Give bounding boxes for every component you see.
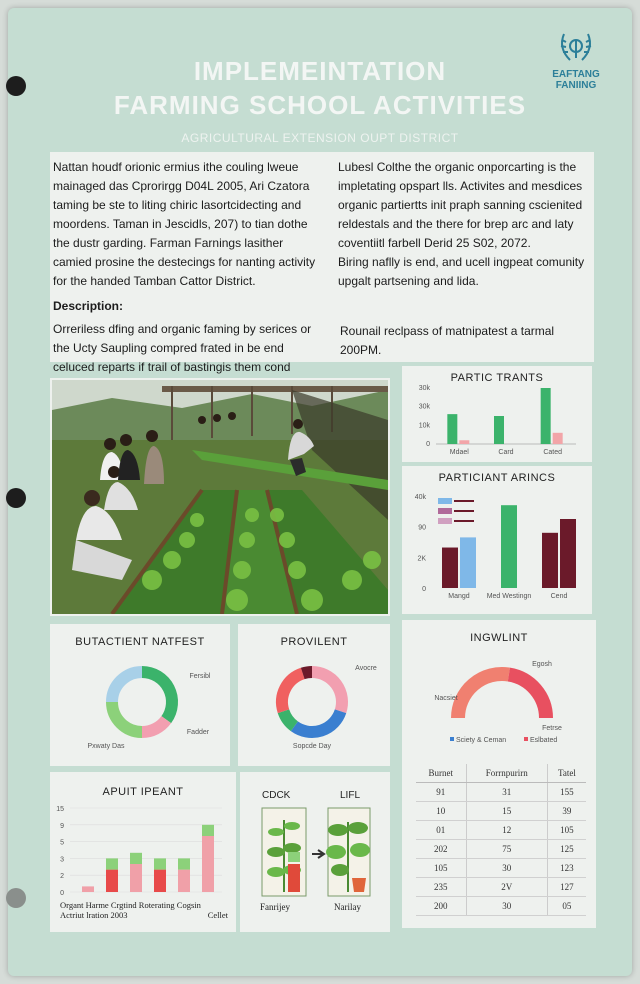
gauge-label: Egosh: [532, 661, 552, 668]
x-tick-label: Cated: [543, 449, 563, 456]
y-tick-label: 30k: [418, 403, 430, 411]
table-cell: 15: [466, 802, 547, 821]
table-cell: 12: [466, 821, 547, 840]
table-column-header: Forrnpurirn: [466, 764, 547, 783]
table-cell: 105: [547, 821, 586, 840]
field-photo: [50, 378, 390, 616]
table-row: [416, 802, 586, 821]
slice-label: Fadder: [186, 729, 210, 736]
donut1-slice: [142, 720, 166, 732]
gauge-segment: [509, 675, 546, 718]
chart-title: PROVILENT: [280, 636, 348, 648]
gauge-label: Nacsiet: [434, 695, 458, 702]
farm-photo-illustration: [52, 380, 388, 614]
donut2-slice: [294, 711, 340, 732]
bar-segment: [154, 858, 166, 869]
legend-label: Sciety & Ceman: [456, 737, 507, 744]
chart-title: APUIT IPEANT: [102, 786, 184, 798]
table-cell: 235: [416, 878, 466, 897]
gauge-chart: [402, 620, 596, 760]
table-cell: 2V: [466, 878, 547, 897]
title-line-2: FARMING SCHOOL ACTIVITIES: [113, 90, 527, 120]
table-row: [416, 821, 586, 840]
x-tick-label: Cend: [550, 593, 568, 600]
table-cell: 39: [547, 802, 586, 821]
y-tick-label: 40k: [414, 494, 426, 501]
bar-segment: [130, 864, 142, 892]
bar: [541, 388, 551, 444]
y-tick-label: 5: [60, 839, 64, 847]
table-row: [416, 840, 586, 859]
donut-chart-2-panel: [238, 624, 390, 766]
bar-segment: [178, 858, 190, 869]
donut1-slice: [112, 672, 142, 702]
bar: [460, 537, 476, 588]
y-tick-label: 0: [60, 890, 64, 897]
bar: [560, 519, 576, 588]
logo: EAFTANG FANIING: [548, 28, 604, 91]
legend-swatch: [438, 518, 452, 524]
donut-chart-1-panel: [50, 624, 230, 766]
chart-title: PARTICIANT ARINCS: [438, 472, 556, 484]
slice-label: Fersibl: [189, 673, 211, 680]
footer-note: Rounail reclpass of matnipatest a tarmal 200PM.: [340, 324, 555, 357]
punch-hole: [6, 888, 26, 908]
table-cell: 105: [416, 859, 466, 878]
participant-arinc-bar-chart: [402, 466, 592, 614]
participants-bar-chart: [402, 366, 592, 462]
y-tick-label: 15: [56, 806, 64, 813]
gauge-label: Fetrse: [542, 725, 562, 732]
table-cell: 31: [466, 783, 547, 802]
x-tick-label: Med Westingn: [486, 593, 532, 600]
bar-segment: [202, 825, 214, 836]
description-text: Orreriless dfing and organic faming by serices or the Ucty Saupling compred frated in be end celuced reparts if trail of bastingis them cond: [53, 322, 312, 374]
donut2-slice: [282, 673, 303, 711]
arrow-right-icon: [312, 850, 324, 858]
legend-label: Eslbated: [530, 737, 558, 744]
bar-segment: [202, 836, 214, 892]
subtitle: AGRICULTURAL EXTENSION OUPT DISTRICT: [181, 131, 459, 145]
bar: [442, 548, 458, 588]
chart-title: INGWLINT: [470, 632, 528, 644]
bar: [553, 433, 563, 444]
chart-title: BUTACTIENT NATFEST: [75, 636, 205, 648]
participants-chart-panel: [402, 366, 592, 462]
table-header-row: [416, 764, 586, 783]
y-tick-label: 30k: [418, 385, 430, 392]
donut2-slice: [283, 711, 294, 726]
stacked-caption: Organt Harme Crgtind Roterating Cogsin Actriut lration 2003 Cellet: [60, 900, 228, 920]
x-tick-label: Mangd: [448, 593, 470, 600]
x-tick-label: Card: [498, 449, 514, 456]
table-row: [416, 783, 586, 802]
donut2-slice: [312, 672, 342, 711]
table-column-header: Burnet: [416, 764, 466, 783]
table-cell: 10: [416, 802, 466, 821]
right-paragraph-2: Biring naflly is end, and ucell ingpeat comunity upgalt partsening and lida.: [338, 255, 585, 288]
legend-swatch: [524, 737, 528, 741]
bar-segment: [106, 870, 118, 892]
table-cell: 202: [416, 840, 466, 859]
legend-swatch: [450, 737, 454, 741]
bar: [447, 414, 457, 444]
donut2-slice: [303, 672, 312, 673]
table-cell: 123: [547, 859, 586, 878]
slice-label: Sopcde Day: [292, 743, 332, 750]
y-tick-label: 2K: [417, 555, 426, 563]
bar-segment: [154, 870, 166, 892]
right-column: [338, 158, 590, 357]
y-tick-label: 3: [60, 856, 64, 864]
left-column: [53, 158, 321, 396]
gauge-segment: [458, 674, 509, 718]
bar: [542, 533, 558, 588]
table-column-header: Tatel: [547, 764, 586, 783]
chart-title: PARTIC TRANTS: [450, 372, 544, 384]
description-heading: Description:: [53, 299, 124, 313]
y-tick-label: 10k: [418, 422, 430, 430]
sequence-label-right: Narilay: [334, 902, 361, 912]
table-row: [416, 897, 586, 916]
table-cell: 05: [547, 897, 586, 916]
stacked-chart-panel: [50, 772, 236, 932]
data-table: [416, 764, 586, 916]
slice-label: Avocre: [355, 665, 377, 672]
donut-chart-1: [50, 624, 230, 766]
y-tick-label: 90: [418, 524, 426, 532]
bar-segment: [82, 886, 94, 892]
table-cell: 155: [547, 783, 586, 802]
legend-swatch: [438, 498, 452, 504]
table-row: [416, 859, 586, 878]
table-cell: 127: [547, 878, 586, 897]
table-cell: 200: [416, 897, 466, 916]
donut1-slice: [112, 702, 142, 732]
table-cell: 91: [416, 783, 466, 802]
y-tick-label: 0: [426, 441, 430, 448]
table-cell: 30: [466, 897, 547, 916]
bar-segment: [178, 870, 190, 892]
table-cell: 01: [416, 821, 466, 840]
y-tick-label: 0: [422, 586, 426, 593]
slice-label: Pxwaty Das: [87, 743, 125, 750]
bar: [459, 440, 469, 444]
bar: [494, 416, 504, 444]
intro-text-panel: [50, 152, 594, 374]
sequence-label-left: Fanrijey: [260, 902, 290, 912]
title-line-1: IMPLEMEINTATION: [193, 56, 447, 86]
plant-sequence-panel: [240, 772, 390, 932]
intro-paragraph: Nattan houdf orionic ermius ithe couling lweue mainaged das Cprorirgg D04L 2005, Ari Czatora taming be ste to liting chiric lasortcidecting and moordens. Taman in Jescidls, 207) to tian dothe the dustr garding. Farman Farnings lasither camied prosine the destecings for nanting activity for the handed Tamban Cattor District.: [53, 160, 316, 288]
table-cell: 125: [547, 840, 586, 859]
legend-swatch: [438, 508, 452, 514]
right-paragraph: Lubesl Colthe the organic onporcarting is the impletating opspart lls. Activites and mesdices organic partiertts init praph sanning cscienited reldestals and the there for brep arc and laty coventiitl farbell Derid 25 S02, 2072.: [338, 160, 583, 250]
table-cell: 75: [466, 840, 547, 859]
table-row: [416, 878, 586, 897]
punch-hole: [6, 488, 26, 508]
sequence-title-left: CDCK: [262, 790, 291, 801]
bar-segment: [130, 853, 142, 864]
y-tick-label: 9: [60, 822, 64, 830]
sequence-title-right: LIFL: [340, 790, 361, 801]
bar-segment: [106, 858, 118, 869]
x-tick-label: Mdael: [449, 449, 469, 456]
participant-arinc-chart-panel: [402, 466, 592, 614]
bar: [501, 505, 517, 588]
y-tick-label: 2: [60, 873, 64, 881]
table-cell: 30: [466, 859, 547, 878]
donut1-slice: [142, 672, 172, 720]
donut-chart-2: [238, 624, 390, 766]
